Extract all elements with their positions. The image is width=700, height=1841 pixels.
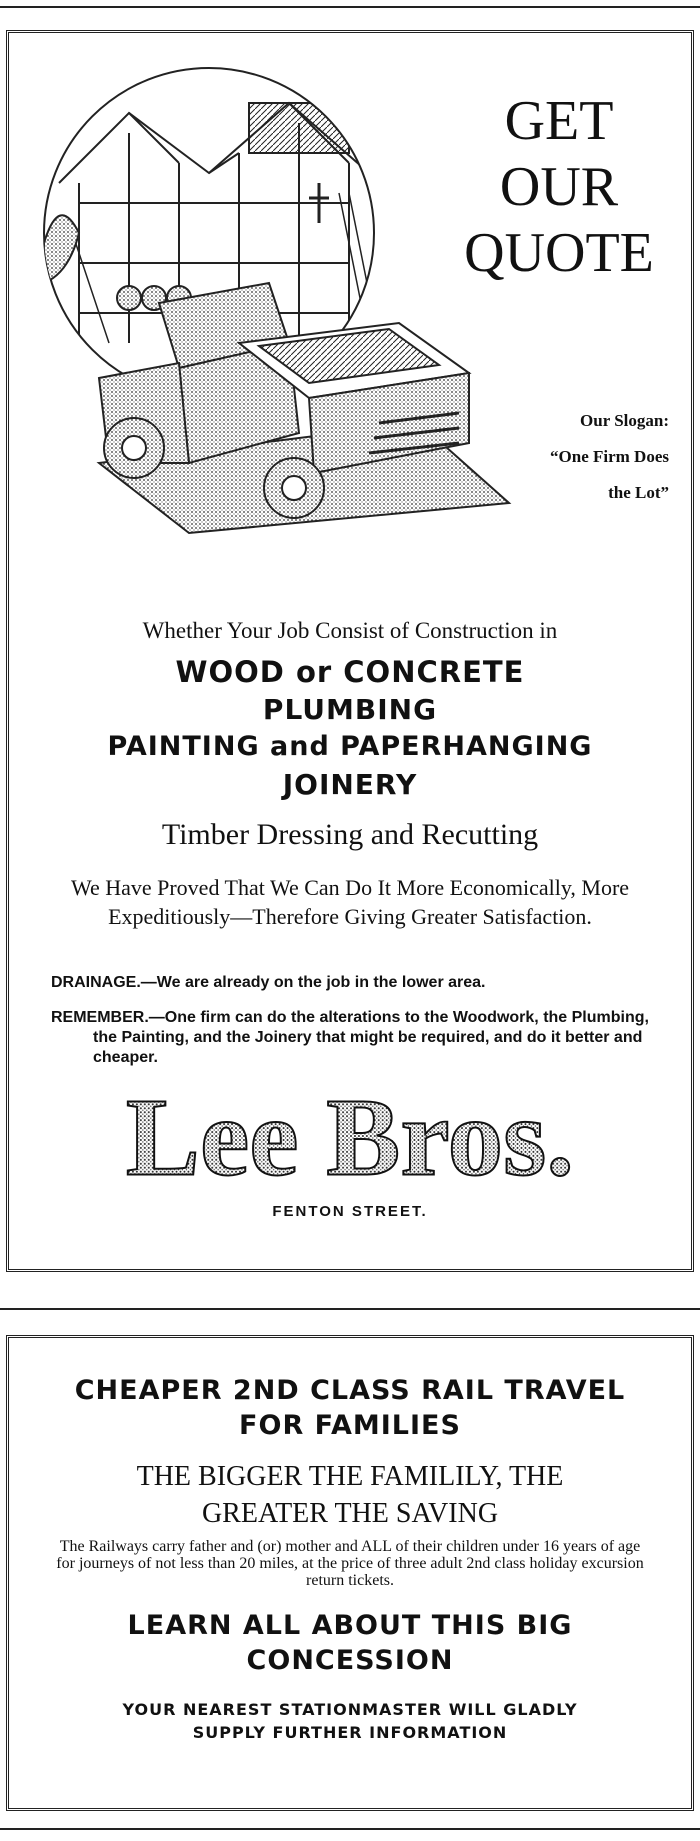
slogan-line: Our Slogan: — [580, 411, 669, 430]
bottom-rule — [0, 1828, 700, 1830]
service-joinery: JOINERY — [282, 768, 418, 801]
address: FENTON STREET. — [272, 1203, 428, 1220]
slogan-line: “One Firm Does — [550, 447, 669, 466]
headline-line: CHEAPER 2ND CLASS RAIL TRAVEL — [74, 1375, 626, 1406]
headline-line: GET — [504, 90, 614, 152]
proved-statement: We Have Proved That We Can Do It More Economically, More Expeditiously—Therefore Giving Greater Satisfaction. — [70, 875, 630, 929]
subhead-line: GREATER THE SAVING — [201, 1498, 499, 1529]
slogan-line: the Lot” — [608, 483, 669, 502]
top-rule — [0, 6, 700, 8]
building-truck-illustration — [39, 43, 519, 543]
rail-travel-advertisement — [6, 1335, 694, 1811]
headline-line: FOR FAMILIES — [239, 1410, 461, 1441]
separator-rule — [0, 1308, 700, 1310]
service-plumbing: PLUMBING — [262, 693, 438, 726]
rail-footer — [9, 1698, 691, 1744]
intro-text: Whether Your Job Consist of Construction in — [142, 618, 558, 643]
slogan — [519, 403, 669, 511]
headline-line: QUOTE — [464, 222, 654, 284]
cta-line: CONCESSION — [246, 1645, 454, 1676]
rail-body-text: The Railways carry father and (or) mother and ALL of their children under 16 years of age for journeys of not less than 20 miles, at the price of three adult 2nd class holiday excursion return tickets. — [56, 1538, 644, 1589]
subhead-line: THE BIGGER THE FAMILILY, THE — [136, 1461, 564, 1492]
service-wood-concrete: WOOD or CONCRETE — [175, 655, 525, 689]
lee-bros-advertisement — [6, 30, 694, 1272]
get-our-quote-headline — [449, 88, 669, 286]
company-name: Lee Bros. — [125, 1083, 575, 1193]
footer-line: SUPPLY FURTHER INFORMATION — [192, 1723, 508, 1742]
remember-note: REMEMBER.—One firm can do the alterations to the Woodwork, the Plumbing, the Painting, and the Joinery that might be required, and do it better and cheaper. — [51, 1009, 649, 1066]
lee-bros-logo — [9, 1083, 691, 1193]
service-painting-paperhanging: PAINTING and PAPERHANGING — [107, 731, 593, 762]
drainage-note: DRAINAGE.—We are already on the job in the lower area. — [51, 974, 486, 991]
rail-headline — [9, 1373, 691, 1443]
cta-line: LEARN ALL ABOUT THIS BIG — [127, 1610, 573, 1641]
rail-cta — [9, 1608, 691, 1678]
timber-dressing-text: Timber Dressing and Recutting — [161, 818, 539, 851]
footer-line: YOUR NEAREST STATIONMASTER WILL GLADLY — [122, 1700, 578, 1719]
headline-line: OUR — [499, 156, 619, 218]
rail-subhead — [9, 1458, 691, 1532]
